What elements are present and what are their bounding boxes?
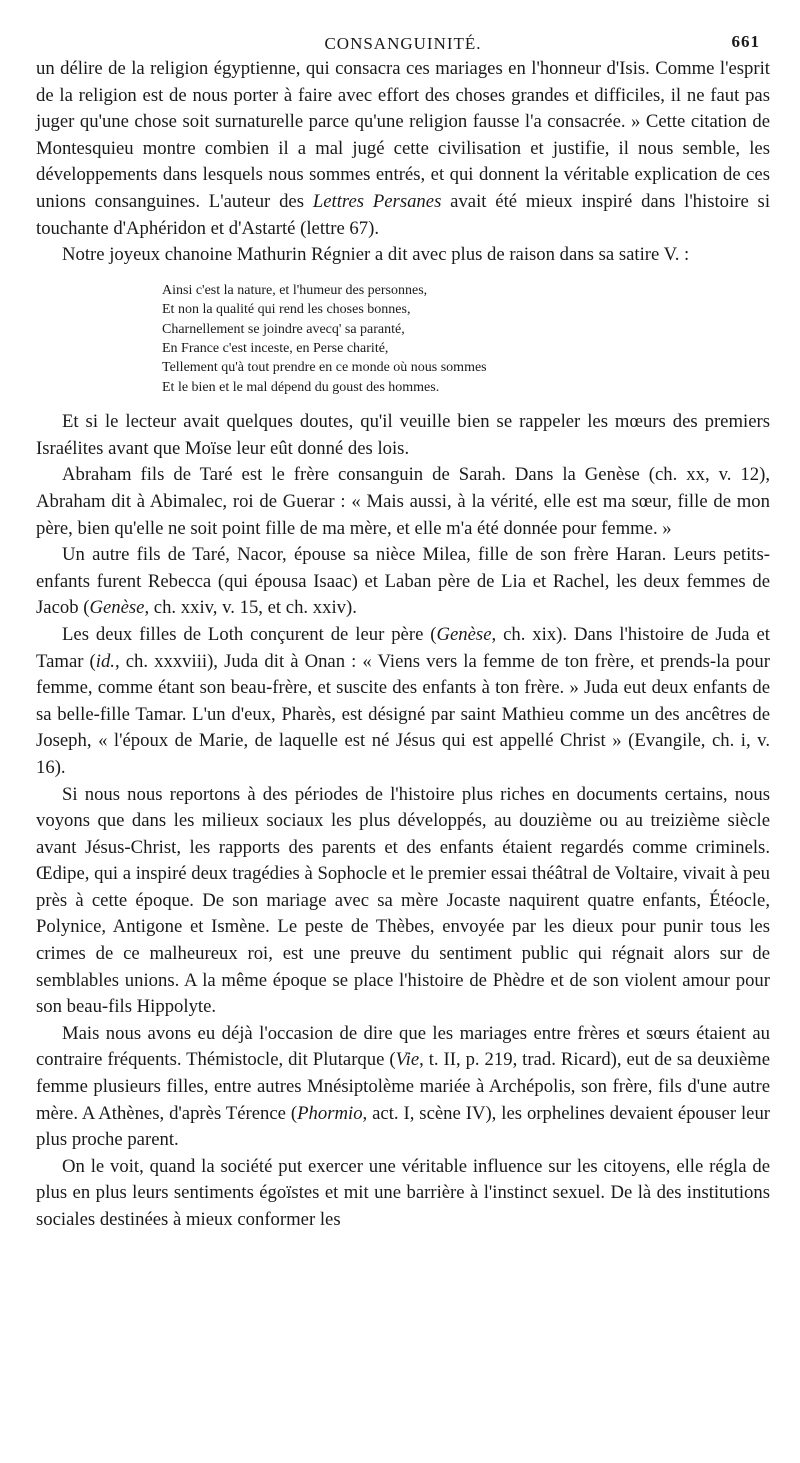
paragraph-6-middle: , ch. xix). Dans l'histoire de Juda et Tamar ( xyxy=(36,623,770,672)
verse-line: En France c'est inceste, en Perse charité, xyxy=(162,340,389,356)
running-header xyxy=(36,26,770,56)
book-title-lettres-persanes: Lettres Persanes xyxy=(312,190,442,212)
paragraph-9: On le voit, quand la société put exercer une véritable influence sur les citoyens, elle régla de plus en plus leurs sentiments égoïstes et mit une barrière à l'instinct sexuel. De là des institutions sociales destinées à mieux conformer les xyxy=(36,1155,770,1230)
verse-line: Tellement qu'à tout prendre en ce monde où nous sommes xyxy=(162,360,487,376)
citation-genese: Genèse xyxy=(89,597,145,619)
paragraph-6-end: , ch. xxxviii), Juda dit à Onan : « Viens vers la femme de ton frère, et prends-la pour femme, comme étant son beau-frère, et suscite des enfants à ton frère. » Juda eut deux enfants de sa belle-fille Tamar. L'un d'eux, Pharès, est désigné par saint Mathieu comme un des ancêtres de Joseph, « l'époux de Marie, de laquelle est né Jésus qui est appellé Christ » (Evangile, ch. i, v. 16). xyxy=(36,650,770,778)
paragraph-8-middle: , t. II, p. 219, trad. Ricard), eut de sa deuxième femme plusieurs filles, entre autres Mnésiptolème mariée à Archépolis, son frère, fils d'une autre mère. A Athènes, d'après Térence ( xyxy=(36,1049,770,1124)
paragraph-8-end: , act. I, scène IV), les orphelines devaient épouser leur plus proche parent. xyxy=(36,1102,771,1151)
paragraph-7: Si nous nous reportons à des périodes de l'histoire plus riches en documents certains, nous voyons que dans les milieux sociaux les plus développés, au douzième ou au treizième siècle avant Jésus-Christ, les rapports des parents et des enfants étaient regardés comme criminels. Œdipe, qui a inspiré deux tragédies à Sophocle et le premier essai théâtral de Voltaire, vivait à peu près à cette époque. De son mariage avec sa mère Jocaste naquirent quatre enfants, Étéocle, Polynice, Antigone et Ismène. Le peste de Thèbes, envoyée par les dieux pour punir tous les crimes de ce malheureux roi, est une preuve du sentiment public qui régnait alors sur de semblables unions. A la même époque se place l'histoire de Phèdre et de son violent amour pour son beau-fils Hippolyte. xyxy=(36,783,770,1018)
paragraph-5 xyxy=(36,542,770,622)
paragraph-2: Notre joyeux chanoine Mathurin Régnier a dit avec plus de raison dans sa satire V. : xyxy=(62,244,690,266)
body-text xyxy=(36,56,770,1234)
citation-vie: Vie xyxy=(395,1049,420,1071)
paragraph-4: Abraham fils de Taré est le frère consanguin de Sarah. Dans la Genèse (ch. xx, v. 12), Abraham dit à Abimalec, roi de Guerar : « Mais aussi, à la vérité, elle est ma sœur, fille de mon père, bien qu'elle ne soit point fille de ma mère, et elle m'a été donnée pour femme. » xyxy=(36,464,770,539)
verse-line: Et le bien et le mal dépend du goust des hommes. xyxy=(162,379,440,395)
page-number: 661 xyxy=(731,32,760,51)
paragraph-1 xyxy=(36,56,770,242)
paragraph-5-end: , ch. xxiv, v. 15, et ch. xxiv). xyxy=(144,597,357,619)
paragraph-8 xyxy=(36,1021,770,1154)
paragraph-8-text: Mais nous avons eu déjà l'occasion de dire que les mariages entre frères et sœurs étaient au contraire fréquents. Thémistocle, dit Plutarque ( xyxy=(36,1022,770,1071)
running-title: CONSANGUINITÉ. xyxy=(324,34,482,53)
verse-quote xyxy=(162,281,770,397)
paragraph-1-text: un délire de la religion égyptienne, qui consacra ces mariages en l'honneur d'Isis. Comme l'esprit de la religion est de nous porter à faire avec effort des choses grandes et difficiles, il ne faut pas juger qu'une chose soit surnaturelle parce qu'une religion fausse l'a consacrée. » Cette citation de Montesquieu montre combien il a mal jugé cette civilisation et justifie, il nous semble, les développements dans lesquels nous sommes entrés, et qui donnent la véritable explication de ces unions consanguines. L'auteur des xyxy=(36,58,770,212)
paragraph-6 xyxy=(36,622,770,782)
citation-id: id. xyxy=(95,650,115,672)
paragraph-6-text: Les deux filles de Loth conçurent de leur père ( xyxy=(62,623,437,645)
citation-genese: Genèse xyxy=(436,623,492,645)
paragraph-5-text: Un autre fils de Taré, Nacor, épouse sa nièce Milea, fille de son frère Haran. Leurs petits-enfants furent Rebecca (qui épousa Isaac) et Laban père de Lia et Rachel, les deux femmes de Jacob ( xyxy=(36,544,770,619)
paragraph-1-end: avait été mieux inspiré dans l'histoire si touchante d'Aphéridon et d'Astarté (lettre 67). xyxy=(36,190,771,239)
verse-line: Ainsi c'est la nature, et l'humeur des personnes, xyxy=(162,282,428,298)
verse-line: Et non la qualité qui rend les choses bonnes, xyxy=(162,302,411,318)
verse-line: Charnellement se joindre avecq' sa paranté, xyxy=(162,321,405,337)
citation-phormio: Phormio xyxy=(297,1102,363,1124)
paragraph-3: Et si le lecteur avait quelques doutes, qu'il veuille bien se rappeler les mœurs des premiers Israélites avant que Moïse leur eût donné des lois. xyxy=(36,411,770,459)
